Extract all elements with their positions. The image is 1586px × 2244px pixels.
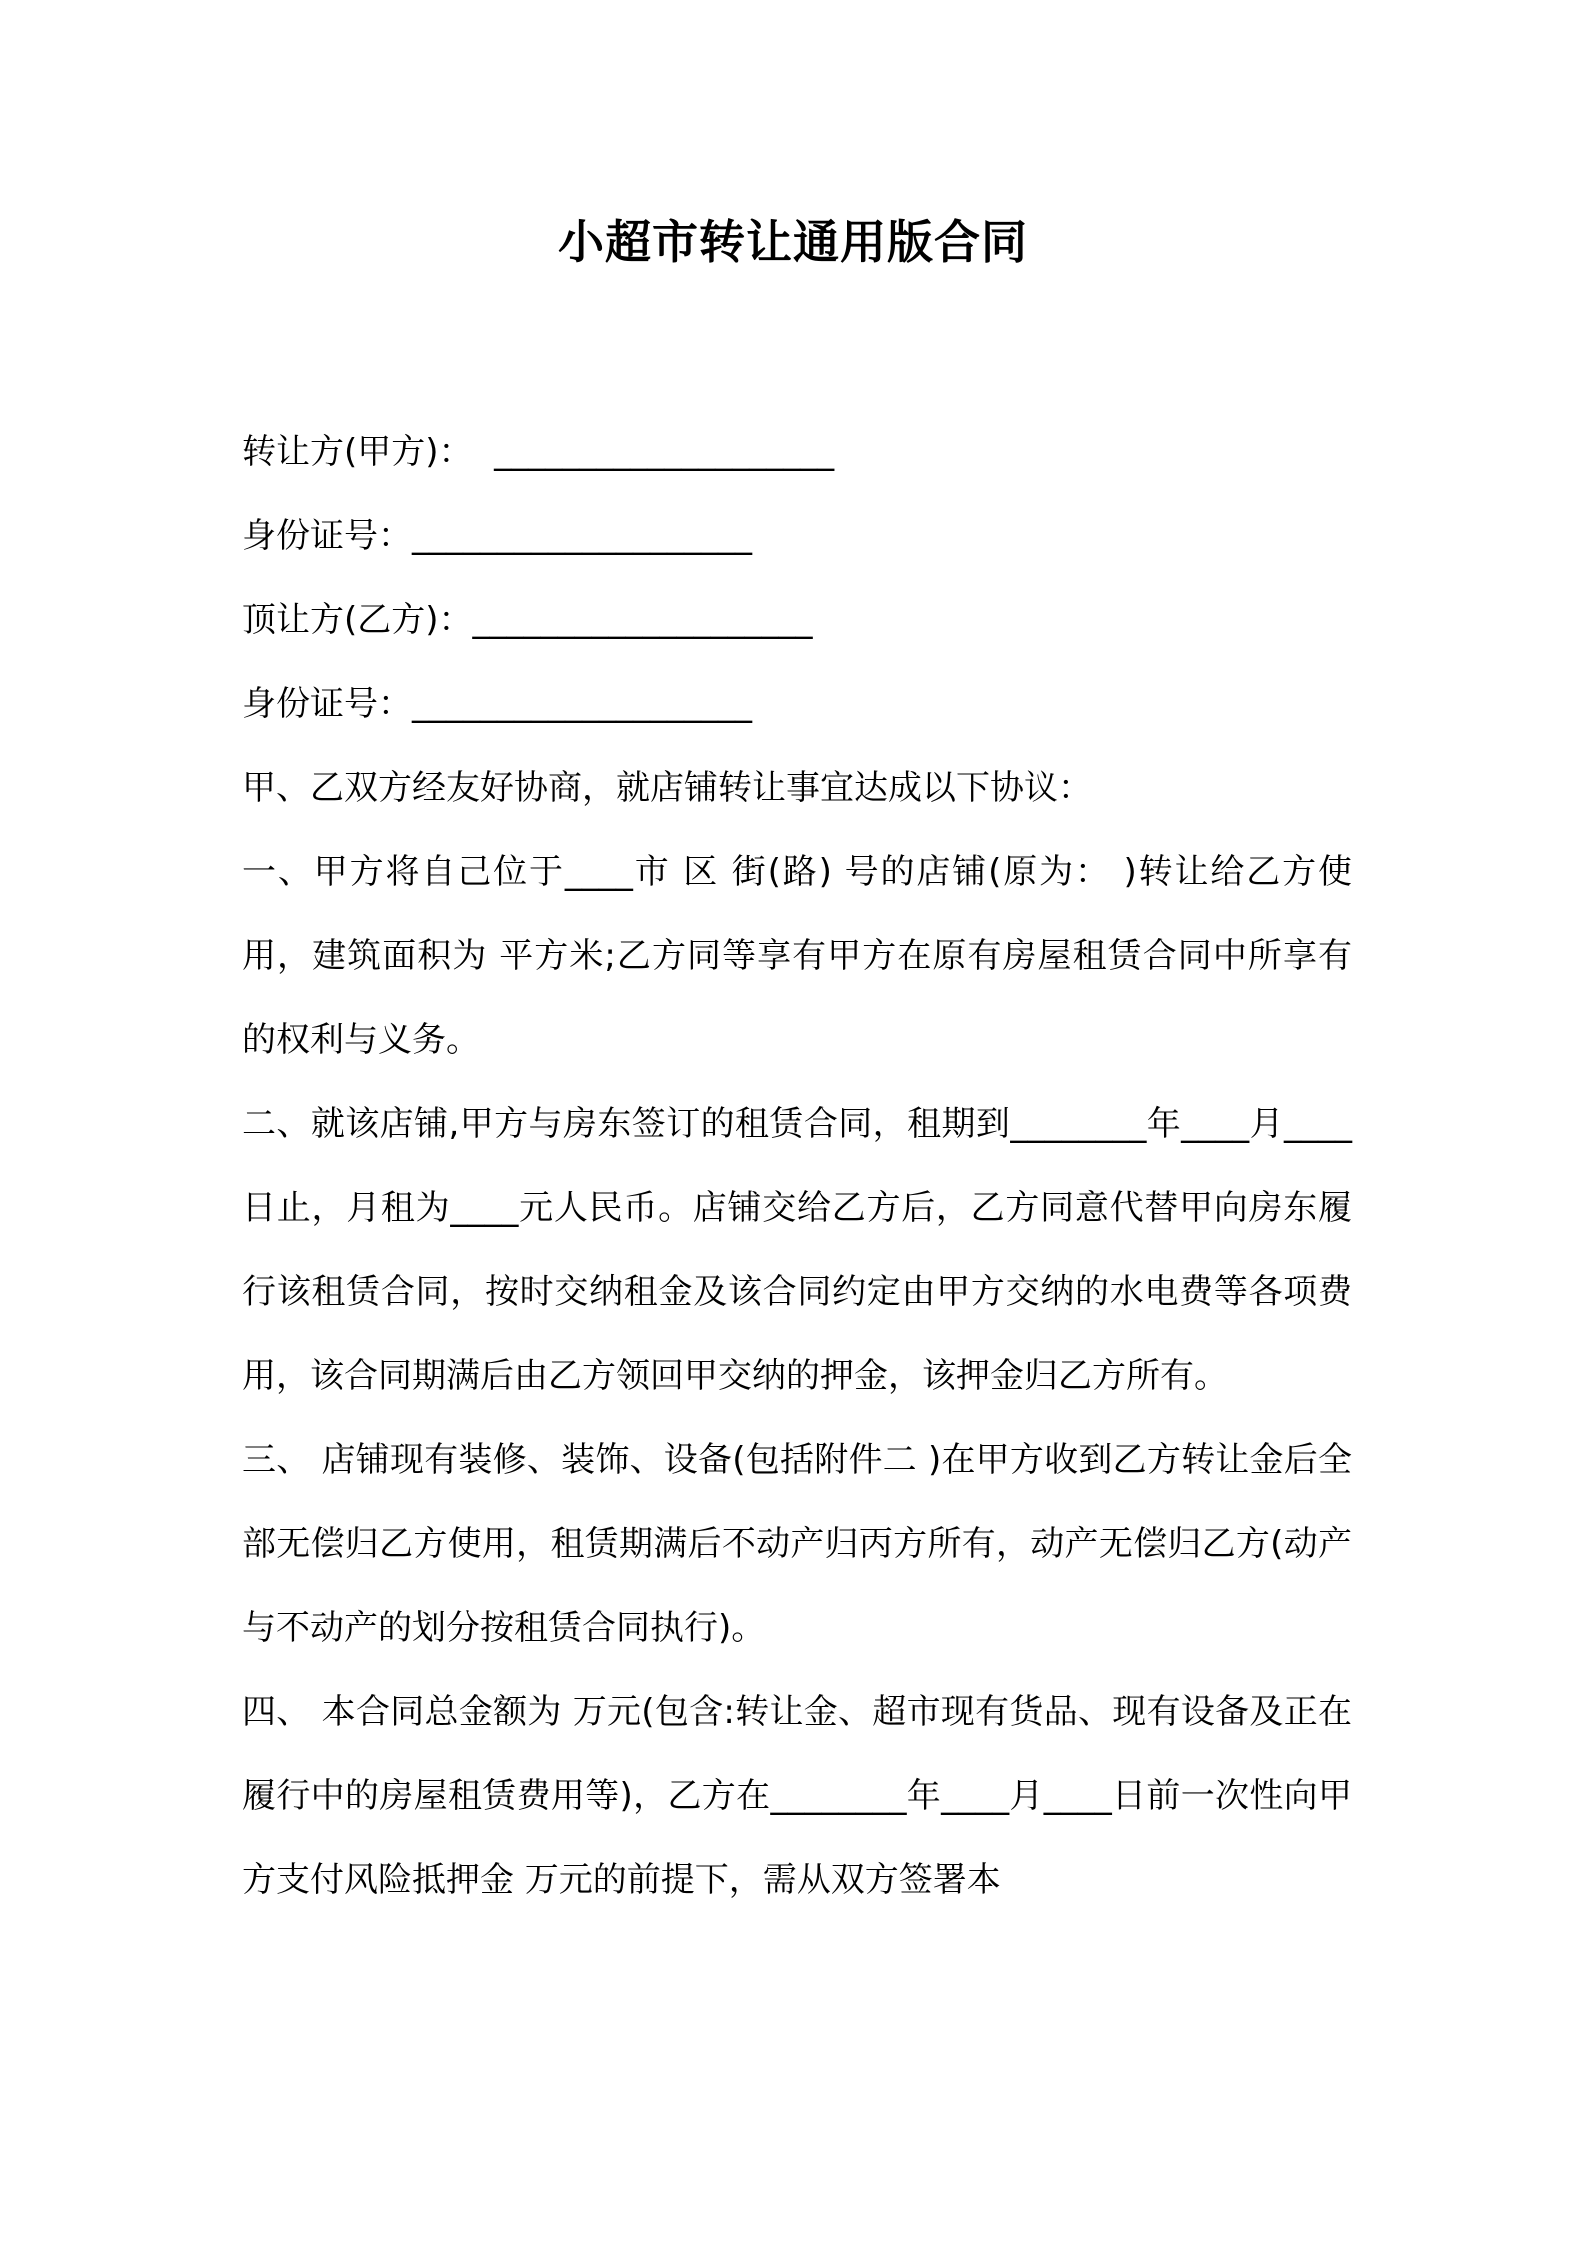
document-title: 小超市转让通用版合同 (558, 215, 1028, 269)
transferor-label: 转让方(甲方)： (242, 432, 473, 472)
transferee-id-blank: ____________________ (412, 684, 752, 724)
transferor-name-blank: ____________________ (494, 432, 835, 472)
transferor-id-line (242, 494, 1352, 578)
clause-3: 三、 店铺现有装修、装饰、设备(包括附件二 )在甲方收到乙方转让金后全部无偿归乙方使用，租赁期满后不动产归丙方所有，动产无偿归乙方(动产与不动产的划分按租赁合同执行)。 (242, 1440, 1352, 1648)
transferor-line (242, 410, 1352, 494)
transferor-id-label: 身份证号： (242, 516, 412, 556)
clause-1: 一、甲方将自己位于____市 区 街(路) 号的店铺(原为： )转让给乙方使用，建筑面积为 平方米;乙方同等享有甲方在原有房屋租赁合同中所享有的权利与义务。 (242, 852, 1352, 1060)
document-body (242, 410, 1352, 1922)
clause-2: 二、就该店铺,甲方与房东签订的租赁合同，租期到________年____月____日止，月租为____元人民币。店铺交给乙方后，乙方同意代替甲向房东履行该租赁合同，按时交纳租金及该合同约定由甲方交纳的水电费等各项费用，该合同期满后由乙方领回甲交纳的押金，该押金归乙方所有。 (242, 1104, 1352, 1396)
clause-4: 四、 本合同总金额为 万元(包含:转让金、超市现有货品、现有设备及正在履行中的房屋租赁费用等)，乙方在________年____月____日前一次性向甲方支付风险抵押金 万元的前提下，需从双方签署本 (242, 1692, 1352, 1900)
transferee-id-label: 身份证号： (242, 684, 412, 724)
transferee-id-line (242, 662, 1352, 746)
transferor-id-blank: ____________________ (412, 516, 752, 556)
transferee-name-blank: ____________________ (472, 600, 813, 640)
agreement-intro: 甲、乙双方经友好协商，就店铺转让事宜达成以下协议： (242, 768, 1092, 808)
transferee-line (242, 578, 1352, 662)
transferee-label: 顶让方(乙方)： (242, 600, 473, 640)
